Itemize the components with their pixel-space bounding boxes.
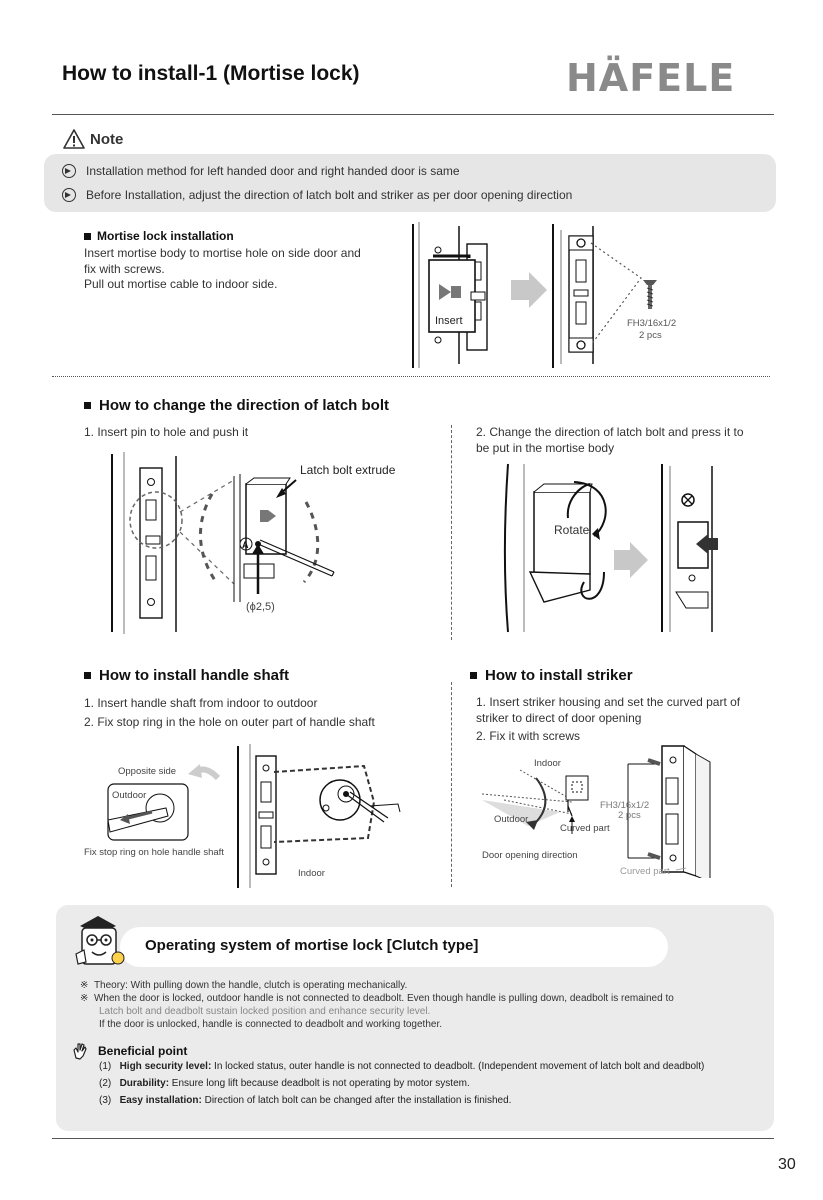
note-item (62, 164, 460, 178)
pin-hole-a-label: A (242, 540, 249, 550)
latch-heading-text: How to change the direction of latch bolt (99, 397, 390, 414)
striker-indoor-label: Indoor (534, 758, 561, 769)
benefit-item (99, 1076, 470, 1092)
striker-screw-count: 2 pcs (618, 810, 641, 821)
fix-stop-ring-label: Fix stop ring on hole handle shaft (84, 847, 224, 858)
handle-diagram (84, 742, 414, 892)
striker-step-1-line: 1. Insert striker housing and set the curved part of (476, 695, 741, 709)
benefit-num: (2) (99, 1078, 112, 1089)
latch-diagram-1 (104, 452, 434, 637)
latch-step-1: 1. Insert pin to hole and push it (84, 425, 249, 439)
mortise-text (84, 246, 361, 293)
mortise-line: Insert mortise body to mortise hole on side door and (84, 246, 361, 260)
striker-curved-label-2: Curved part (620, 866, 670, 877)
striker-heading (470, 667, 633, 684)
hand-icon (72, 1042, 88, 1060)
striker-curved-label: Curved part (560, 823, 610, 834)
latch-step-2 (476, 424, 744, 456)
arrow-circle-icon (62, 188, 76, 202)
bullet-square (84, 402, 91, 409)
column-divider (451, 682, 452, 887)
theory-line-3: Latch bolt and deadbolt sustain locked position and enhance security level. (99, 1006, 431, 1017)
latch-step-2-line: 2. Change the direction of latch bolt and press it to (476, 425, 744, 439)
striker-screw-spec: FH3/16x1/2 (600, 800, 650, 811)
benefit-label: Easy installation: (119, 1095, 202, 1106)
mortise-line: fix with screws. (84, 261, 165, 276)
mortise-diagram (405, 222, 725, 370)
page-number: 30 (778, 1156, 796, 1173)
theory-line-4: If the door is unlocked, handle is connected to deadbolt and working together. (99, 1019, 443, 1030)
reference-mark: ※ (80, 993, 89, 1004)
page-title: How to install-1 (Mortise lock) (62, 62, 360, 85)
striker-step-2: 2. Fix it with screws (476, 729, 581, 743)
latch-heading (84, 397, 389, 414)
benefit-text: In locked status, outer handle is not connected to deadbolt. (Independent movement of latch bolt and deadbolt) (211, 1061, 705, 1072)
note-text: Installation method for left handed door and right handed door is same (86, 164, 460, 178)
opposite-side-label: Opposite side (118, 766, 177, 777)
benefit-label: Durability: (119, 1078, 170, 1089)
striker-outdoor-label: Outdoor (494, 814, 529, 825)
indoor-label: Indoor (298, 868, 325, 879)
striker-step-1-line: striker to direct of door opening (476, 711, 642, 725)
mortise-line: Pull out mortise cable to indoor side. (84, 277, 278, 291)
bullet-square (84, 233, 91, 240)
outdoor-label: Outdoor (112, 790, 147, 801)
section-divider (52, 376, 770, 377)
reference-mark: ※ (80, 980, 89, 991)
screw-count: 2 pcs (639, 330, 662, 341)
benefit-text: Ensure long lift because deadbolt is not operating by motor system. (169, 1078, 470, 1089)
warning-icon (62, 128, 86, 150)
header-divider (52, 114, 774, 115)
note-label: Note (90, 130, 124, 148)
mortise-heading (84, 229, 234, 243)
insert-label: Insert (435, 315, 463, 327)
screw-icon (643, 280, 657, 309)
handle-step-2: 2. Fix stop ring in the hole on outer part of handle shaft (84, 715, 375, 729)
note-text: Before Installation, adjust the direction of latch bolt and striker as per door opening direction (86, 188, 573, 202)
striker-heading-text: How to install striker (485, 667, 633, 684)
hafele-logo: HÄFELE (566, 56, 736, 100)
benefit-text: Direction of latch bolt can be changed after the installation is finished. (201, 1095, 512, 1106)
beneficial-heading-text: Beneficial point (98, 1044, 188, 1058)
latch-diagram-2 (500, 462, 730, 634)
theory-text: Theory: With pulling down the handle, clutch is operating mechanically. (93, 980, 408, 991)
theory-line-1 (80, 979, 407, 993)
note-heading (62, 128, 123, 150)
mascot-icon (70, 912, 126, 970)
screw-spec: FH3/16x1/2 (627, 318, 677, 329)
bullet-square (470, 672, 477, 679)
column-divider (451, 425, 452, 640)
theory-text: When the door is locked, outdoor handle is not connected to deadbolt. Even though handle is pulling down, deadbolt is remained to (93, 993, 674, 1004)
arrow-circle-icon (62, 164, 76, 178)
rotate-label: Rotate (554, 523, 590, 537)
door-direction-label: Door opening direction (482, 850, 578, 861)
latch-extrude-label: Latch bolt extrude (300, 463, 396, 477)
pin-size-label: (ϕ2,5) (246, 601, 275, 613)
operating-title: Operating system of mortise lock [Clutch type] (145, 937, 479, 954)
striker-diagram (480, 742, 730, 878)
bullet-square (84, 672, 91, 679)
note-box (44, 154, 776, 212)
benefit-num: (1) (99, 1061, 112, 1072)
mortise-heading-text: Mortise lock installation (97, 229, 234, 243)
striker-step-1 (476, 694, 740, 726)
note-item (62, 188, 572, 202)
footer-divider (52, 1138, 774, 1139)
benefit-item (99, 1093, 511, 1109)
handle-heading (84, 667, 289, 684)
handle-heading-text: How to install handle shaft (99, 667, 290, 684)
benefit-item (99, 1059, 704, 1075)
benefit-label: High security level: (119, 1061, 212, 1072)
beneficial-heading (72, 1042, 187, 1060)
theory-line-2 (80, 992, 674, 1006)
latch-step-2-line: be put in the mortise body (476, 441, 615, 455)
handle-step-1: 1. Insert handle shaft from indoor to outdoor (84, 696, 318, 710)
benefit-num: (3) (99, 1095, 112, 1106)
